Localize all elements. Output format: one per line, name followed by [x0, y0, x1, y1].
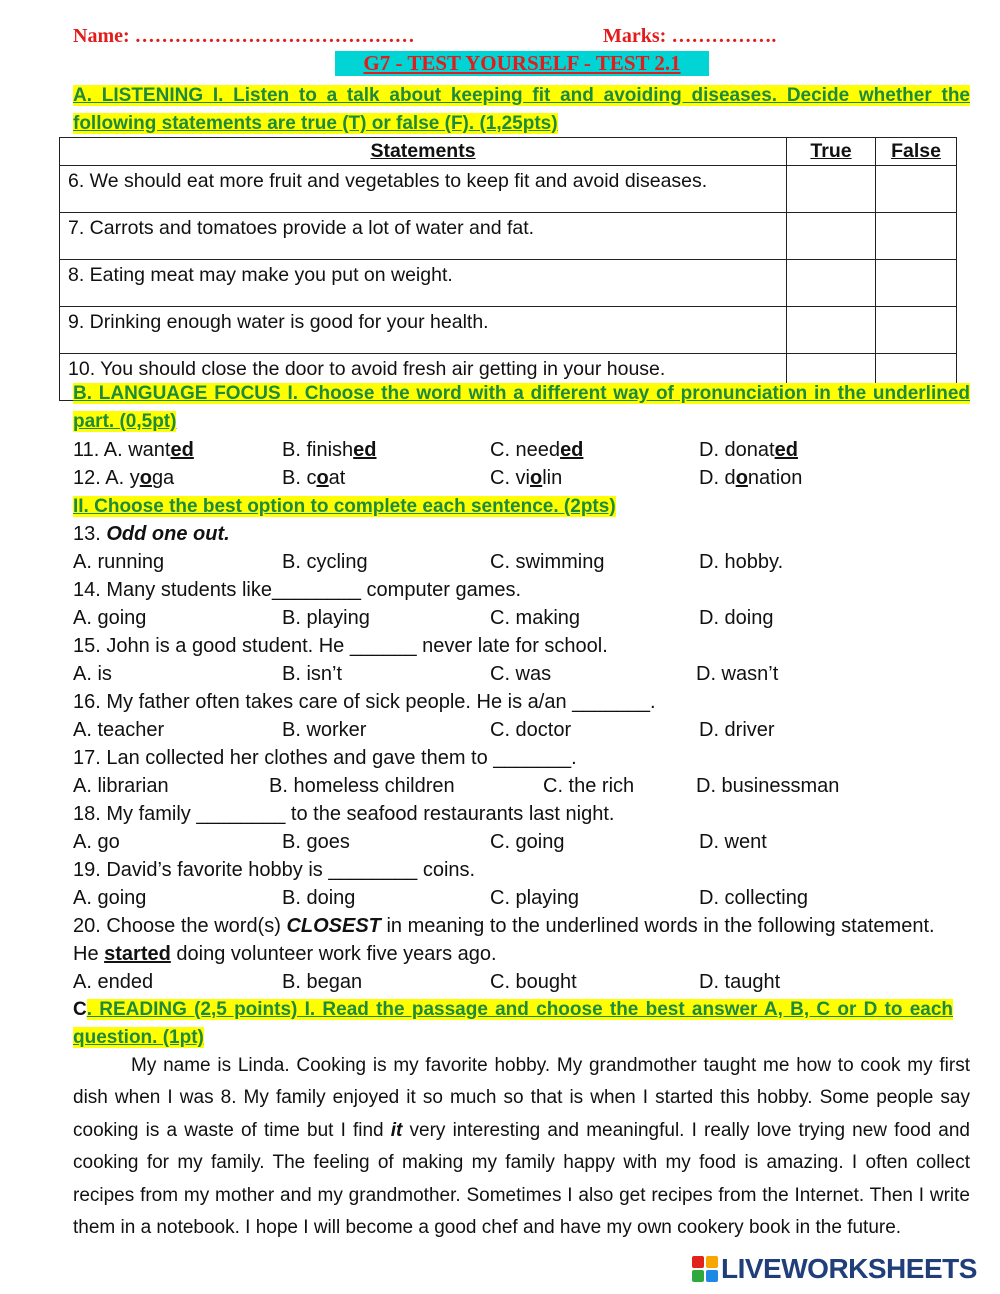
reading-passage — [73, 1050, 970, 1244]
q13-option-c[interactable]: C. swimming — [490, 551, 605, 573]
part-2-heading-text: II. Choose the best option to complete each sentence. (2pts) — [73, 496, 616, 517]
question-17-stem: 17. Lan collected her clothes and gave them to _______. — [73, 747, 577, 769]
q12-option-d[interactable] — [699, 464, 802, 492]
q11-d-text: D. donat — [699, 439, 775, 461]
q20-text-end: in meaning to the underlined words in the following statement. — [380, 915, 935, 937]
section-c-letter: C — [73, 999, 87, 1020]
q17-option-d[interactable]: D. businessman — [696, 775, 840, 797]
q12-option-a[interactable] — [73, 464, 174, 492]
q15-option-a[interactable]: A. is — [73, 663, 112, 685]
question-20-options — [73, 968, 973, 996]
q14-option-b[interactable]: B. playing — [282, 607, 370, 629]
question-15-stem: 15. John is a good student. He ______ never late for school. — [73, 635, 608, 657]
false-answer-cell[interactable] — [876, 166, 957, 213]
passage-text-end: very interesting and meaningful. I really love trying new food and cooking for my family. The feeling of making my family happy with my food is amazing. I often collect recipes from my mother and my grandmother. Sometimes I also get recipes from the Internet. Then I write them in a notebook. I hope I will become a good chef and have my own cookery book in the future. — [73, 1119, 970, 1239]
true-answer-cell[interactable] — [787, 307, 876, 354]
q12-d-underlined: o — [735, 467, 748, 489]
q12-b-underlined: o — [316, 467, 329, 489]
name-field-label: Name: …………………………………… — [73, 25, 415, 47]
logo-text: LIVEWORKSHEETS — [721, 1253, 977, 1284]
q20-emphasis: CLOSEST — [286, 915, 381, 937]
q17-option-c[interactable]: C. the rich — [543, 775, 635, 797]
q20-option-d[interactable]: D. taught — [699, 971, 781, 993]
q14-option-d[interactable]: D. doing — [699, 607, 774, 629]
q11-option-d[interactable] — [699, 436, 798, 464]
q12-option-c[interactable] — [490, 464, 562, 492]
q18-option-b[interactable]: B. goes — [282, 831, 350, 853]
q13-number: 13. — [73, 523, 107, 545]
section-c-heading-text: . READING (2,5 points) I. Read the passage and choose the best answer A, B, C or D to each question. (1pt) — [73, 999, 953, 1048]
q18-option-a[interactable]: A. go — [73, 831, 120, 853]
q11-option-b[interactable] — [282, 436, 377, 464]
q20-underlined-word: started — [104, 943, 171, 965]
q12-a-text: 12. A. y — [73, 467, 140, 489]
section-a-heading — [73, 82, 970, 138]
q20-option-b[interactable]: B. began — [282, 971, 363, 993]
passage-text-start: My name is Linda. Cooking is my favorite hobby. My grandmother taught me how to cook my first dish when I was 8. My family enjoyed it so much so that is when I started this hobby. Some people say cooking is a waste of time but I find — [73, 1055, 970, 1141]
q11-d-underlined: ed — [774, 439, 798, 461]
q17-option-a[interactable]: A. librarian — [73, 775, 169, 797]
marks-field-label: Marks: ……………. — [603, 25, 777, 47]
q13-option-b[interactable]: B. cycling — [282, 551, 368, 573]
question-15-options — [73, 660, 973, 688]
question-16-stem: 16. My father often takes care of sick people. He is a/an _______. — [73, 691, 656, 713]
q12-option-b[interactable] — [282, 464, 345, 492]
q19-option-b[interactable]: B. doing — [282, 887, 356, 909]
table-row — [60, 166, 957, 213]
question-11 — [73, 436, 973, 464]
true-answer-cell[interactable] — [787, 166, 876, 213]
q20-text-start: 20. Choose the word(s) — [73, 915, 287, 937]
q20-option-a[interactable]: A. ended — [73, 971, 154, 993]
question-18-options — [73, 828, 973, 856]
statement-cell: 8. Eating meat may make you put on weight. — [60, 260, 787, 307]
q11-b-text: B. finish — [282, 439, 354, 461]
header-true: True — [787, 138, 876, 166]
q15-option-d[interactable]: D. wasn’t — [696, 663, 779, 685]
q12-b-text-end: at — [328, 467, 346, 489]
q12-c-underlined: o — [530, 467, 543, 489]
question-13-stem — [73, 520, 230, 548]
q11-option-a[interactable] — [73, 436, 194, 464]
logo-icon — [692, 1256, 718, 1282]
false-answer-cell[interactable] — [876, 260, 957, 307]
q11-option-c[interactable] — [490, 436, 583, 464]
false-answer-cell[interactable] — [876, 213, 957, 260]
question-19-stem: 19. David’s favorite hobby is ________ coins. — [73, 859, 476, 881]
header-statements: Statements — [60, 138, 787, 166]
q16-option-d[interactable]: D. driver — [699, 719, 775, 741]
liveworksheets-logo — [692, 1253, 977, 1285]
q12-b-text: B. c — [282, 467, 317, 489]
statement-cell: 9. Drinking enough water is good for your health. — [60, 307, 787, 354]
section-b-heading-text: B. LANGUAGE FOCUS I. Choose the word with a different way of pronunciation in the underlined part. (0,5pt) — [73, 383, 970, 432]
q20-statement-start: He — [73, 943, 105, 965]
q16-option-a[interactable]: A. teacher — [73, 719, 165, 741]
header-false: False — [876, 138, 957, 166]
section-c-heading — [73, 996, 953, 1052]
section-b-heading — [73, 380, 970, 436]
question-16-options — [73, 716, 973, 744]
q11-c-text: C. need — [490, 439, 561, 461]
passage-emphasis: it — [390, 1119, 403, 1141]
true-answer-cell[interactable] — [787, 260, 876, 307]
q12-c-text-end: lin — [542, 467, 563, 489]
q12-c-text: C. vi — [490, 467, 530, 489]
false-answer-cell[interactable] — [876, 307, 957, 354]
table-header-row — [60, 138, 957, 166]
statement-cell: 10. You should close the door to avoid fresh air getting in your house. — [60, 354, 787, 401]
q11-a-underlined: ed — [170, 439, 194, 461]
question-12 — [73, 464, 973, 492]
q15-option-b[interactable]: B. isn’t — [282, 663, 343, 685]
statement-cell: 7. Carrots and tomatoes provide a lot of water and fat. — [60, 213, 787, 260]
q13-option-d[interactable]: D. hobby. — [699, 551, 784, 573]
question-17-options — [73, 772, 973, 800]
question-18-stem: 18. My family ________ to the seafood restaurants last night. — [73, 803, 615, 825]
q16-option-b[interactable]: B. worker — [282, 719, 367, 741]
q12-d-text: D. d — [699, 467, 736, 489]
q20-statement-end: doing volunteer work five years ago. — [170, 943, 497, 965]
q12-d-text-end: nation — [747, 467, 803, 489]
q19-option-d[interactable]: D. collecting — [699, 887, 808, 909]
statements-table — [59, 137, 957, 401]
q15-option-c[interactable]: C. was — [490, 663, 552, 685]
q13-text: Odd one out. — [106, 523, 230, 545]
question-20-stem — [73, 912, 935, 940]
q20-option-c[interactable]: C. bought — [490, 971, 577, 993]
test-title: G7 - TEST YOURSELF - TEST 2.1 — [335, 51, 709, 76]
question-14-stem: 14. Many students like________ computer games. — [73, 579, 522, 601]
part-2-heading — [73, 492, 616, 521]
q17-option-b[interactable]: B. homeless children — [269, 775, 455, 797]
table-row — [60, 260, 957, 307]
question-19-options — [73, 884, 973, 912]
q19-option-a[interactable]: A. going — [73, 887, 147, 909]
question-14-options — [73, 604, 973, 632]
section-a-heading-text: A. LISTENING I. Listen to a talk about keeping fit and avoiding diseases. Decide whether the following statements are true (T) or false (F). (1,25pts) — [73, 85, 970, 134]
true-answer-cell[interactable] — [787, 213, 876, 260]
q14-option-a[interactable]: A. going — [73, 607, 147, 629]
question-20-statement — [73, 940, 497, 968]
q11-c-underlined: ed — [560, 439, 584, 461]
question-13-options — [73, 548, 973, 576]
q13-option-a[interactable]: A. running — [73, 551, 165, 573]
q12-a-text-end: ga — [151, 467, 175, 489]
q12-a-underlined: o — [139, 467, 152, 489]
q11-a-text: 11. A. want — [73, 439, 171, 461]
table-row — [60, 307, 957, 354]
q11-b-underlined: ed — [353, 439, 377, 461]
q18-option-d[interactable]: D. went — [699, 831, 767, 853]
q19-option-c[interactable]: C. playing — [490, 887, 579, 909]
statement-cell: 6. We should eat more fruit and vegetables to keep fit and avoid diseases. — [60, 166, 787, 213]
q18-option-c[interactable]: C. going — [490, 831, 565, 853]
q16-option-c[interactable]: C. doctor — [490, 719, 572, 741]
table-row — [60, 213, 957, 260]
q14-option-c[interactable]: C. making — [490, 607, 581, 629]
